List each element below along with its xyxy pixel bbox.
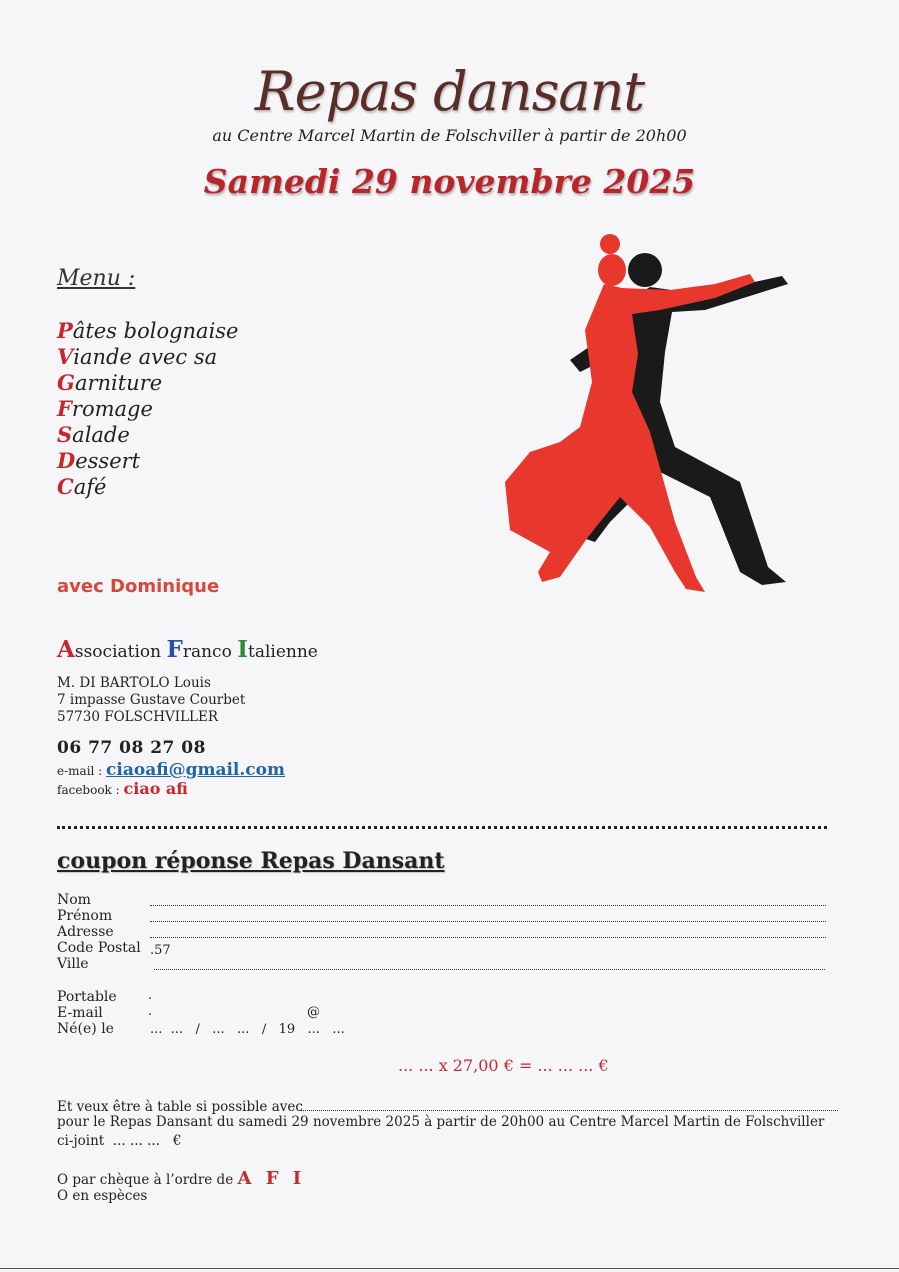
- association-name: Association Franco Italienne: [57, 636, 318, 663]
- menu-item: Garniture: [57, 370, 163, 395]
- birthdate-label: Né(e) le: [57, 1021, 114, 1037]
- page-edge-line: [0, 1268, 899, 1269]
- birthdate-field[interactable]: ... ... / ... ... / 19 ... ...: [150, 1022, 345, 1037]
- ville-label: Ville: [57, 956, 89, 972]
- nom-field[interactable]: [150, 905, 826, 906]
- contact-phone: 06 77 08 27 08: [57, 738, 206, 758]
- menu-item: Viande avec sa: [57, 344, 218, 369]
- cut-line-divider: [57, 826, 827, 829]
- email-label: E-mail: [57, 1005, 103, 1021]
- adresse-field[interactable]: [150, 937, 826, 938]
- contact-name: M. DI BARTOLO Louis: [57, 675, 211, 691]
- contact-street: 7 impasse Gustave Courbet: [57, 692, 246, 708]
- code-postal-field[interactable]: .57: [150, 943, 171, 958]
- menu-title: Menu :: [57, 266, 136, 291]
- portable-label: Portable: [57, 989, 117, 1005]
- menu-item: Pâtes bolognaise: [57, 318, 239, 343]
- email-field[interactable]: .: [148, 1004, 153, 1019]
- contact-address: [57, 675, 245, 726]
- coupon-title: coupon réponse Repas Dansant: [57, 848, 445, 874]
- email-link[interactable]: ciaoafi@gmail.com: [106, 760, 285, 780]
- afi-payee: A F I: [237, 1168, 306, 1189]
- ville-field[interactable]: [154, 969, 825, 970]
- contact-facebook-row: facebook : ciao afi: [57, 779, 188, 798]
- event-venue: au Centre Marcel Martin de Folschviller à partir de 20h00: [212, 126, 687, 145]
- event-date: Samedi 29 novembre 2025: [203, 162, 696, 201]
- menu-item: Fromage: [57, 396, 153, 421]
- facebook-name: ciao afi: [123, 779, 188, 798]
- table-request-label: Et veux être à table si possible avec: [57, 1099, 303, 1115]
- email-at-sign: @: [307, 1005, 320, 1020]
- payment-cash-option[interactable]: O en espèces: [57, 1188, 148, 1204]
- code-postal-label: Code Postal: [57, 940, 141, 956]
- event-details-line: pour le Repas Dansant du samedi 29 novembre 2025 à partir de 20h00 au Centre Marcel Martin de Folschviller: [57, 1114, 825, 1130]
- price-line: ... ... x 27,00 € = ... ... ... €: [398, 1056, 609, 1075]
- adresse-label: Adresse: [57, 924, 114, 940]
- contact-city: 57730 FOLSCHVILLER: [57, 709, 219, 725]
- prenom-field[interactable]: [150, 921, 826, 922]
- prenom-label: Prénom: [57, 908, 113, 924]
- menu-list: [57, 318, 239, 500]
- contact-email-row: e-mail : ciaoafi@gmail.com: [57, 760, 285, 780]
- menu-item: Salade: [57, 422, 130, 447]
- menu-item: Café: [57, 474, 107, 499]
- payment-cheque-option[interactable]: O par chèque à l’ordre de A F I: [57, 1168, 306, 1189]
- performer: avec Dominique: [57, 576, 220, 597]
- portable-field[interactable]: .: [148, 988, 153, 1003]
- table-request-field[interactable]: [300, 1110, 838, 1111]
- nom-label: Nom: [57, 892, 91, 908]
- dancers-illustration: [500, 232, 800, 597]
- event-title: Repas dansant: [254, 60, 645, 123]
- ci-joint-line: ci-joint ... ... ... €: [57, 1133, 182, 1149]
- menu-item: Dessert: [57, 448, 141, 473]
